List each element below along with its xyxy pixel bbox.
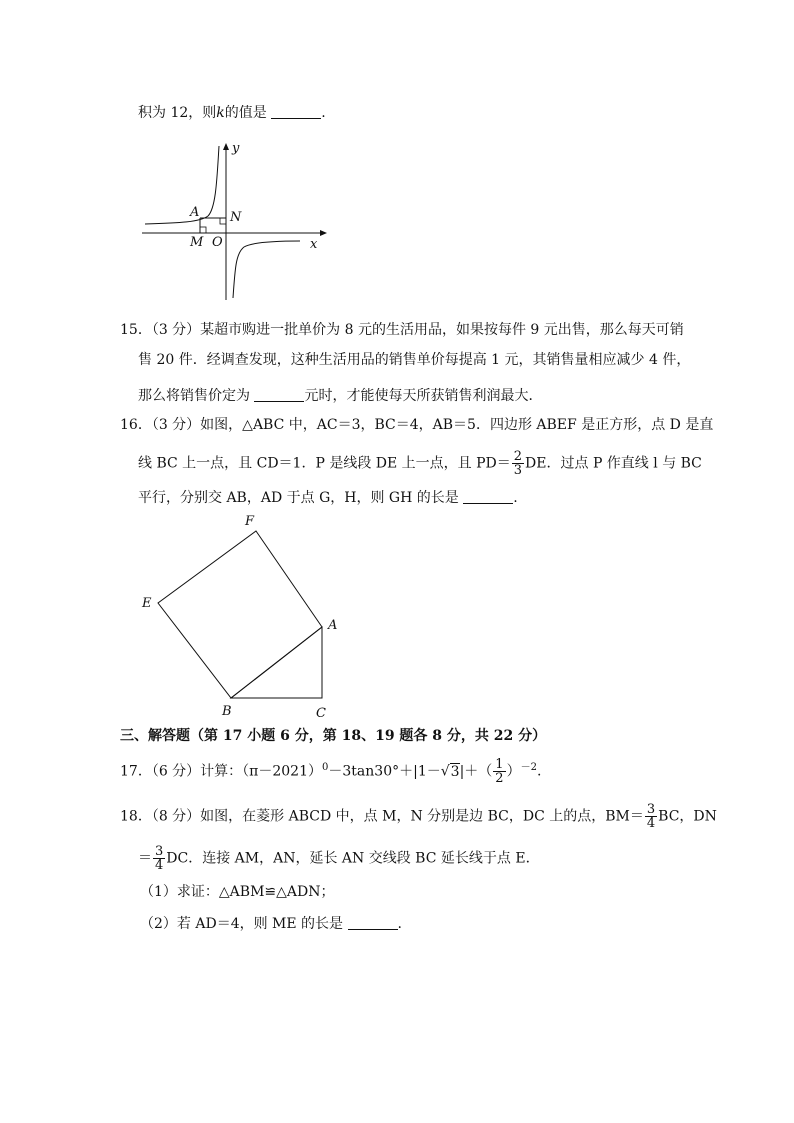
q18-part1: （1）求证：△ABM≌△ADN； (140, 884, 335, 900)
triangle-ABC (231, 627, 322, 698)
q18-line1: 18．（8 分）如图，在菱形 ABCD 中，点 M，N 分别是边 BC，DC 上的点，BM＝ $\frac{3}{4}$ BC，DN (120, 802, 717, 831)
label-E: E (142, 596, 152, 611)
q17-line: 17．（6 分）计算：$(\pi-2021)^0-3\tan 30^\circ+|1-√3|+$（ $\frac{1}{2}$ ）$^{-2}$. (120, 757, 542, 787)
fraction-1-2: $\frac{1}{2}$ (495, 757, 504, 787)
q15-line3: 那么将销售价定为 元时，才能使每天所获销售利润最大． (138, 388, 543, 404)
hyperbola-figure (140, 138, 340, 303)
q18-part2: （2）若 AD＝4，则 ME 的长是 . (140, 916, 402, 932)
label-C: C (316, 706, 326, 721)
q15-line1: 15．（3 分）某超市购进一批单价为 8 元的生活用品，如果按每件 9 元出售，那么每天可销 (120, 322, 684, 338)
label-A: A (328, 618, 338, 633)
hyperbola-branch-right (233, 241, 300, 298)
q16-line1: 16．（3 分）如图，△ABC 中，AC＝3，BC＝4，AB＝5．四边形 ABEF 是正方形，点 D 是直 (120, 417, 714, 433)
label-F: F (245, 514, 255, 529)
right-angle-mark-n (220, 218, 226, 224)
q14-tail-line: 积为 12，则k的值是 . (138, 105, 326, 121)
section-heading: 三、解答题（第 17 小题 6 分，第 18、19 题各 8 分，共 22 分） (120, 728, 547, 744)
answer-blank-18[interactable] (348, 915, 398, 930)
q15-line2: 售 20 件．经调查发现，这种生活用品的销售单价每提高 1 元，其销售量相应减少 4 件， (138, 352, 691, 368)
square-triangle-figure (135, 510, 355, 725)
label-N: N (230, 210, 242, 225)
fraction-2-3: $\frac{2}{3}$ (513, 449, 523, 478)
answer-blank-15[interactable] (254, 387, 304, 402)
fraction-3-4-b: $\frac{3}{4}$ (155, 844, 164, 873)
q16-line2: 线 BC 上一点，且 CD＝1．P 是线段 DE 上一点，且 PD＝ $\frac{2}{3}$ DE．过点 P 作直线 l 与 BC (138, 449, 702, 478)
answer-blank-14[interactable] (271, 104, 321, 119)
x-axis-arrow (320, 230, 327, 236)
q16-line3: 平行，分别交 AB，AD 于点 G，H，则 GH 的长是 . (138, 490, 518, 506)
label-y: y (232, 141, 240, 156)
label-A: A (190, 205, 200, 220)
answer-blank-16[interactable] (463, 489, 513, 504)
q18-line2: ＝ $\frac{3}{4}$ DC．连接 AM，AN，延长 AN 交线段 BC 延长线于点 E． (138, 844, 540, 873)
label-M: M (190, 235, 204, 250)
fraction-3-4-a: $\frac{3}{4}$ (646, 802, 656, 831)
hyperbola-branch-left (145, 146, 219, 224)
y-axis-arrow (223, 143, 229, 150)
label-x: x (310, 237, 318, 252)
label-O: O (212, 235, 223, 250)
right-angle-mark-m (200, 227, 206, 233)
label-B: B (222, 704, 232, 719)
square-ABEF (158, 531, 322, 698)
